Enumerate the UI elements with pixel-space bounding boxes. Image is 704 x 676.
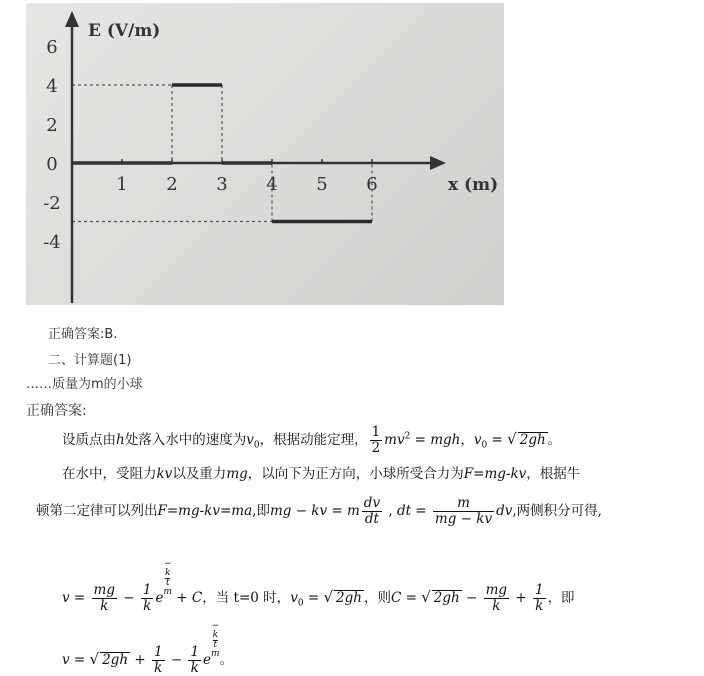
field-chart [26,3,504,305]
x-axis-label: x (m) [448,175,499,195]
solution-line-1: 设质点由h处落入水中的速度为$v_0$，根据动能定理， $\frac{1}{2}$ $mv^2$ = mgh，$v_0$ = √ 2gh 。 [62,424,562,456]
solution-line-4: v = $\frac{mg}{k}$ − $\frac{1}{k}$ e − k t m + C，当 t=0 时，$v_0$ = √ 2gh ，则C = √ 2gh − $\frac{mg}{k}$ + $\frac{1}{k}$ ，即 [62,559,575,614]
graph-photo [26,3,504,305]
question-text: ……质量为m的小球 [26,377,143,392]
answer-1: 正确答案:B. [48,327,118,342]
y-tick-label: -2 [43,193,61,214]
x-tick-label: 3 [216,174,228,195]
x-tick-label: 4 [266,174,278,195]
x-tick-label: 5 [316,174,328,195]
y-tick-label: 0 [46,154,58,175]
section-heading: 二、计算题(1) [48,353,132,368]
y-tick-label: 6 [46,37,58,58]
x-tick-label: 6 [366,174,378,195]
x-tick-label: 1 [116,174,128,195]
y-tick-label: 4 [46,76,58,97]
x-axis-arrow [430,156,446,170]
x-tick-label: 2 [166,174,178,195]
y-tick-label: -4 [43,232,61,253]
y-tick-label: 2 [46,115,58,136]
solution-line-5: v = √ 2gh + $\frac{1}{k}$ − $\frac{1}{k}$ e − k t m 。 [62,621,234,676]
answer-label: 正确答案: [26,403,87,419]
solution-line-3: 顿第二定律可以列出F=mg-kv=ma,即mg − kv = m $\frac{dv}{dt}$ , dt = $\frac{m}{mg - kv}$ dv,两侧积分可得, [36,495,602,527]
y-axis-arrow [65,11,79,27]
y-axis-label: E (V/m) [88,21,161,41]
solution-line-2: 在水中，受阻力kv以及重力mg，以向下为正方向，小球所受合力为F=mg-kv，根据牛 [62,466,581,482]
